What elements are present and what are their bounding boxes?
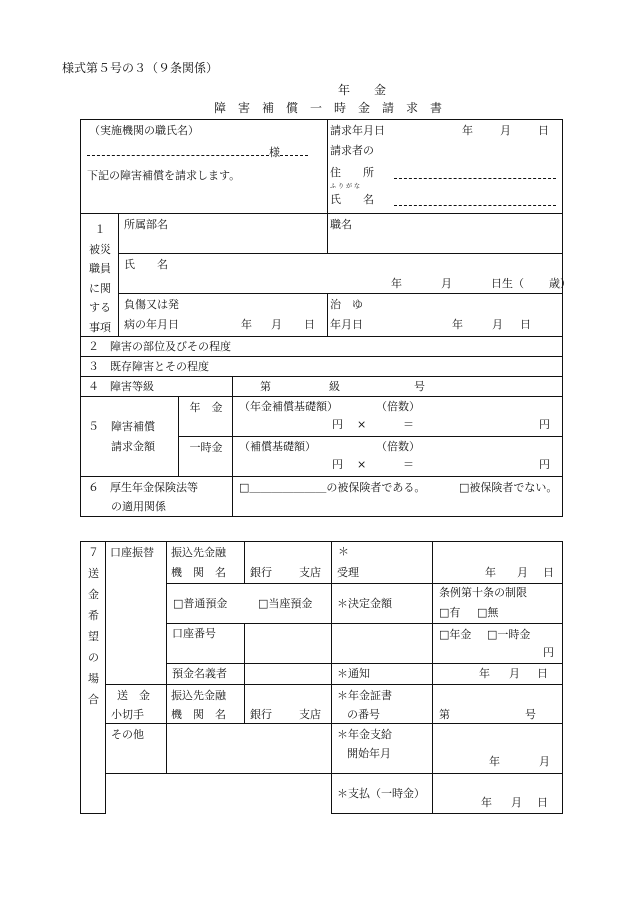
bank-name-cell[interactable] [245,542,332,584]
bank-label-cell [167,542,245,584]
remit-label-2: 小切手 [111,708,144,721]
name-label: 氏 名 [330,193,374,206]
cert-label-cell [332,685,433,724]
agency-label: （実施機関の職氏名） [89,124,199,137]
furigana-label: ふりがな [330,183,363,190]
remit-branch-suffix: 支店 [299,708,321,721]
section5-label-cell [81,397,179,477]
payment-label: ＊支払（一時金） [337,787,425,800]
lump-label: 一時金 [189,441,223,454]
notify-day: 日 [537,667,548,680]
section4-label: ４ 障害等級 [88,380,154,393]
dept-cell[interactable] [119,214,328,254]
cert-number-cell[interactable] [433,685,563,724]
payment-label-cell [332,774,433,814]
payment-kind-cell[interactable] [433,624,563,664]
section3-label: ３ 既存障害とその程度 [88,360,209,373]
payment-month: 月 [511,796,522,809]
account-blank-cell [332,624,433,664]
pension-base-label: （年金補償基礎額） [239,400,338,413]
section3-row[interactable] [81,357,563,377]
accept-label: 受理 [337,566,359,579]
request-text: 下記の障害補償を請求します。 [87,169,241,182]
pension-start-month: 月 [539,755,550,768]
grade-kyu: 級 [329,380,340,393]
payment-date-cell[interactable] [433,774,563,814]
lump-times: × [357,458,367,471]
section1-vertical-label: １ 被災 職員 に関 する 事項 [81,214,119,337]
notify-month: 月 [509,667,520,680]
agency-name-field[interactable] [87,144,308,159]
notify-date-cell[interactable] [433,664,563,685]
accept-cell [332,542,433,584]
lump-amount-cell[interactable] [233,437,563,477]
claimant-of-label: 請求者の [330,144,374,157]
comp-base-label: （補償基礎額） [239,440,316,453]
remit-bank-suffix: 銀行 [250,708,272,721]
age-label: 歳） [549,277,571,290]
healed-label-2: 年月日 [330,318,363,331]
cert-dai: 第 [439,708,450,721]
pension-amount-cell[interactable] [233,397,563,437]
lump-yen-1: 円 [332,458,343,471]
transfer-cell [106,542,167,685]
accept-asterisk: ＊ [338,545,349,558]
pension-kind-checkbox[interactable]: □年金 [439,628,472,641]
birth-day-label: 日生（ [491,277,524,290]
section4-label-cell [81,377,233,397]
remittance-blank-cell [106,774,332,814]
victim-name-cell[interactable] [119,254,571,294]
remit-cell [106,685,167,724]
agency-cell [81,120,328,214]
name-field[interactable] [394,194,556,209]
address-label: 住 所 [330,166,374,179]
bank-suffix: 銀行 [250,566,272,579]
cert-label-1: ＊年金証書 [337,689,392,702]
healed-label-1: 治 ゆ [330,298,363,311]
lump-type-cell [179,437,233,477]
grade-go: 号 [414,380,425,393]
injury-label-1: 負傷又は発 [124,298,179,311]
ordinary-deposit-checkbox[interactable]: □普通預金 [173,597,228,610]
grade-cell[interactable] [233,377,563,397]
notify-label: ＊通知 [337,667,370,680]
pension-start-label-cell [332,724,433,774]
branch-suffix: 支店 [299,566,321,579]
lump-multiple-label: （倍数） [376,440,420,453]
pension-start-label-2: 開始年月 [347,747,391,760]
decided-amount-cell [332,584,433,624]
restriction-yes-checkbox[interactable]: □有 [439,606,461,619]
lump-kind-checkbox[interactable]: □一時金 [487,628,531,641]
title-line1: 年 金 [338,83,387,97]
form-number-label: 様式第５号の３（９条関係） [62,61,219,75]
victim-name-label: 氏 名 [124,258,168,271]
holder-label: 預金名義者 [172,667,227,680]
pension-label: 年 金 [189,401,223,414]
payment-day: 日 [537,796,548,809]
sama-text: 様 [269,146,280,159]
insurance-cell[interactable] [233,477,563,517]
section7-vertical-label: ７ 送 金 希 望 の 場 合 [81,542,106,814]
claim-day-label: 日 [538,124,549,137]
page-title: 障 害 補 償 一 時 金 請 求 書 [214,101,443,115]
remit-bank-label-cell [167,685,245,724]
pension-equals: ＝ [403,418,414,431]
remit-label-1: 送 金 [117,689,150,702]
not-insured-checkbox[interactable]: □被保険者でない。 [459,481,558,494]
healed-day-label: 日 [520,318,531,331]
deposit-type-cell[interactable] [167,584,332,624]
other-label: その他 [111,728,144,741]
payment-yen: 円 [543,646,554,659]
remit-bank-name-cell[interactable] [245,685,332,724]
job-cell[interactable] [328,214,563,254]
lump-yen-2: 円 [539,458,550,471]
address-field[interactable] [394,167,556,182]
pension-yen-2: 円 [539,418,550,431]
section5-label-2: 請求金額 [111,440,155,453]
birth-month-label: 月 [441,277,452,290]
bank-label-1: 振込先金融 [171,546,226,559]
notify-year: 年 [479,667,490,680]
accept-month: 月 [517,566,528,579]
remit-bank-label-2: 機 関 名 [171,708,226,721]
section6-label-1: ６ 厚生年金保険法等 [88,481,198,494]
decided-amount-label: ＊決定金額 [337,597,392,610]
healed-month-label: 月 [492,318,503,331]
claimant-cell [328,120,563,214]
holder-cell[interactable] [245,664,332,685]
holder-label-cell [167,664,245,685]
dept-label: 所属部名 [124,218,168,231]
account-no-cell[interactable] [245,624,332,664]
section5-label-1: 障害補償 [111,420,155,433]
injury-label-2: 病の年月日 [124,318,179,331]
account-no-label: 口座番号 [172,627,216,640]
restriction-no-checkbox[interactable]: □無 [477,606,499,619]
healed-date-cell[interactable] [328,294,563,337]
pension-start-cell[interactable] [433,724,563,774]
other-cell [106,724,167,774]
job-label: 職名 [330,218,352,231]
notify-label-cell [332,664,433,685]
article-limit-label: 条例第十条の制限 [439,586,527,599]
account-no-label-cell [167,624,245,664]
cert-label-2: の番号 [347,708,380,721]
remit-bank-label-1: 振込先金融 [171,689,226,702]
accept-year: 年 [485,566,496,579]
injury-year-label: 年 [241,318,252,331]
section2-label: ２ 障害の部位及びその程度 [88,340,231,353]
payment-year: 年 [481,796,492,809]
accept-date-cell[interactable] [433,542,563,584]
claim-date-label: 請求年月日 [330,124,385,137]
lump-equals: ＝ [403,458,414,471]
section6-label-cell [81,477,233,517]
accept-day: 日 [543,566,554,579]
pension-times: × [357,418,367,431]
other-detail-cell[interactable] [167,724,332,774]
claim-month-label: 月 [500,124,511,137]
injury-day-label: 日 [304,318,315,331]
section2-row[interactable] [81,337,563,357]
remittance-table [80,541,563,814]
restriction-cell[interactable] [433,584,563,624]
pension-start-label-1: ＊年金支給 [337,728,392,741]
pension-multiple-label: （倍数） [376,400,420,413]
claim-form-table [80,119,571,517]
current-deposit-checkbox[interactable]: □当座預金 [258,597,313,610]
section6-label-2: の適用関係 [111,500,166,513]
section5-num: ５ [88,420,99,433]
birth-year-label: 年 [391,277,402,290]
pension-yen-1: 円 [332,418,343,431]
injury-date-cell[interactable] [119,294,328,337]
pension-type-cell [179,397,233,437]
injury-month-label: 月 [271,318,282,331]
healed-year-label: 年 [452,318,463,331]
cert-go: 号 [525,708,536,721]
insured-checkbox[interactable]: □＿＿＿＿＿＿＿の被保険者である。 [239,481,426,494]
bank-label-2: 機 関 名 [171,566,226,579]
transfer-label: 口座振替 [110,546,154,559]
grade-dai: 第 [260,380,271,393]
pension-start-year: 年 [489,755,500,768]
claim-year-label: 年 [462,124,473,137]
